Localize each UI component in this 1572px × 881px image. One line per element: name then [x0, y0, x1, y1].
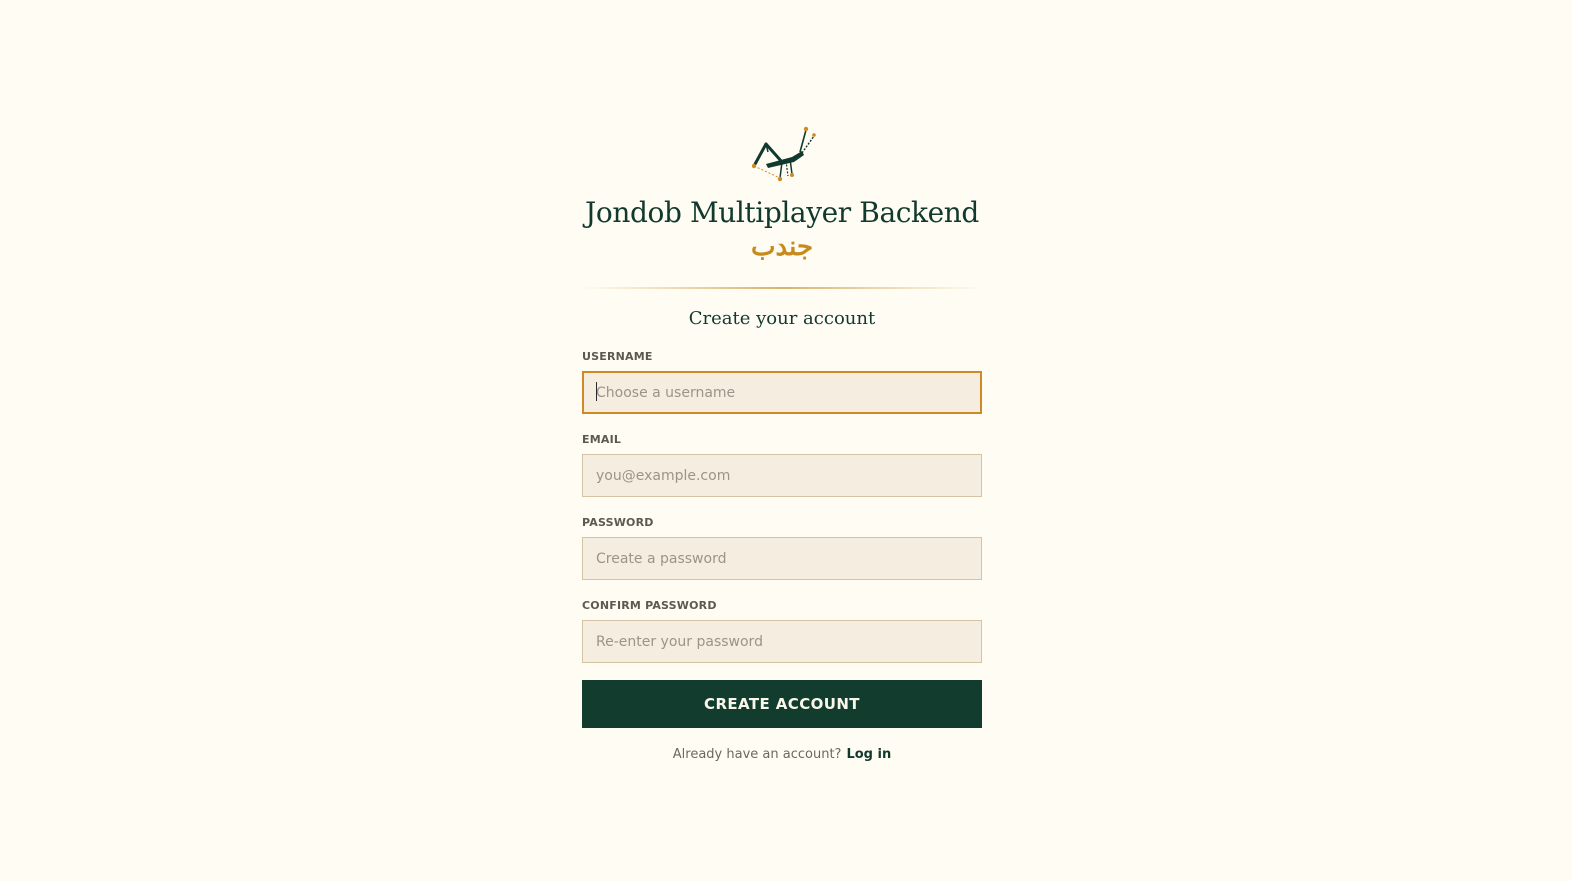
password-label: PASSWORD	[582, 516, 654, 529]
app-title-arabic: جندب	[750, 232, 814, 262]
grasshopper-icon	[752, 122, 820, 182]
confirm-password-input[interactable]	[582, 620, 982, 663]
username-input[interactable]	[582, 371, 982, 414]
password-input[interactable]	[582, 537, 982, 580]
username-label: USERNAME	[582, 350, 653, 363]
text-caret	[596, 382, 597, 401]
create-account-button[interactable]: CREATE ACCOUNT	[582, 680, 982, 728]
form-heading: Create your account	[688, 308, 876, 329]
login-prompt-text: Already have an account?	[672, 747, 842, 762]
login-prompt	[582, 746, 982, 764]
confirm-password-label: CONFIRM PASSWORD	[582, 599, 717, 612]
divider	[582, 287, 982, 289]
login-link[interactable]: Log in	[846, 747, 892, 762]
email-input[interactable]	[582, 454, 982, 497]
email-label: EMAIL	[582, 433, 622, 446]
app-title: Jondob Multiplayer Backend	[585, 196, 979, 229]
